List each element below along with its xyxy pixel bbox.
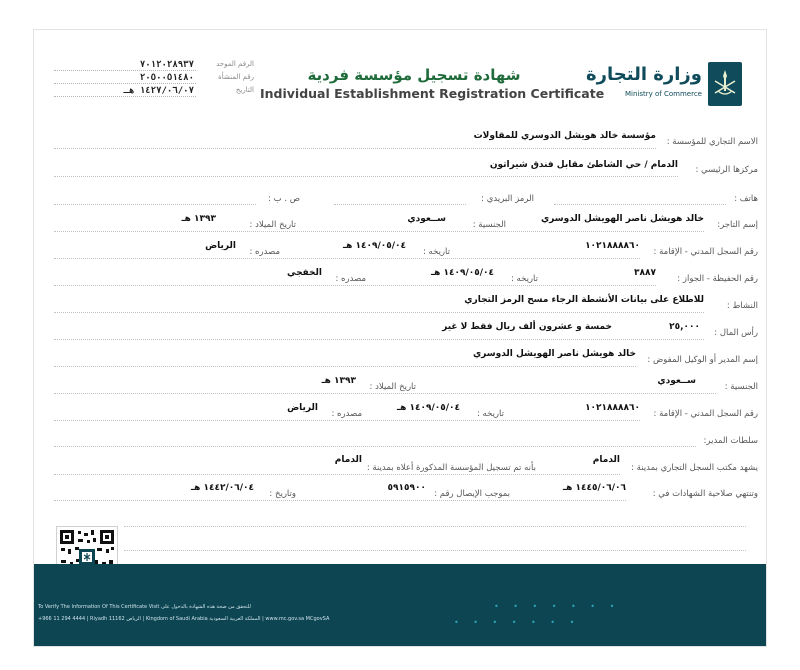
meta-label: رقم المنشأة	[218, 73, 254, 81]
manager-label: إسم المدير أو الوكيل المفوض :	[647, 355, 758, 365]
dotted-line	[124, 550, 746, 551]
saudi-emblem-icon	[708, 62, 742, 106]
dotted-line	[54, 285, 656, 286]
dotted-line	[54, 446, 696, 447]
manager-source-label: مصدره :	[331, 409, 362, 419]
birth-date-value: ١٣٩٣ هـ	[181, 214, 216, 224]
dotted-line	[54, 420, 640, 421]
certificate-footer	[34, 564, 766, 646]
dotted-line	[54, 339, 704, 340]
dotted-line	[54, 500, 626, 501]
expiry-label: وتنتهي صلاحية الشهادات في :	[652, 489, 758, 499]
dotted-line	[124, 526, 746, 527]
merchant-label: إسم التاجر:	[717, 220, 758, 230]
id-book-value: ٣٨٨٧	[634, 268, 656, 278]
po-box-label: ص . ب :	[268, 194, 300, 204]
dotted-line	[54, 176, 678, 177]
dotted-line	[54, 231, 704, 232]
meta-dotted-line	[54, 70, 196, 71]
manager-civil-date-value: ١٤٠٩/٠٥/٠٤ هـ	[397, 403, 460, 413]
activity-value: للاطلاع على بيانات الأنشطة الرجاء مسح الرمز التجاري	[464, 295, 704, 305]
dotted-line	[54, 393, 716, 394]
manager-nationality-value: ســعودي	[657, 376, 696, 386]
manager-value: خالد هويشل ناصر الهويشل الدوسري	[472, 349, 636, 359]
postal-code-label: الرمز البريدي :	[481, 194, 534, 204]
dotted-line	[54, 474, 620, 475]
civil-id-value: ١٠٢١٨٨٨٨٦٠	[585, 241, 640, 251]
manager-civil-id-value: ١٠٢١٨٨٨٨٦٠	[585, 403, 640, 413]
certificate-title-en: Individual Establishment Registration Certificate	[260, 86, 605, 101]
manager-birth-label: تاريخ الميلاد :	[369, 382, 416, 392]
trade-name-value: مؤسسة خالد هويشل الدوسري للمقاولات	[473, 131, 656, 141]
manager-civil-date-label: تاريخه :	[476, 409, 504, 419]
id-book-source-value: الخفجي	[286, 268, 322, 278]
footer-contact-text: +966 11 294 4444 | Riyadh 11162 الرياض | Kingdom of Saudi Arabia المملكة العربية السعودية | www.mc.gov.sa MCgovSA	[38, 616, 330, 622]
registered-city-label: بأنه تم تسجيل المؤسسة المذكورة أعلاه بمدينة :	[366, 463, 536, 473]
certificate-title-ar: شهادة تسجيل مؤسسة فردية	[307, 66, 521, 84]
meta-row-establishment-number	[54, 73, 254, 86]
dotted-line	[54, 258, 640, 259]
civil-source-value: الرياض	[205, 241, 236, 251]
meta-label: التاريخ	[235, 86, 254, 94]
trade-name-label: الاسم التجاري للمؤسسة :	[666, 137, 758, 147]
civil-date-label: تاريخه :	[422, 247, 450, 257]
capital-label: رأس المال :	[714, 328, 758, 338]
civil-id-label: رقم السجل المدني - الإقامة :	[653, 247, 758, 257]
meta-row-unified-number	[54, 60, 254, 73]
meta-value: ٧٠١٢٠٢٨٩٣٧	[139, 60, 194, 70]
receipt-date-label: وتاريخ :	[269, 489, 296, 499]
merchant-value: خالد هويشل ناصر الهويشل الدوسري	[540, 214, 704, 224]
capital-in-words: خمسة و عشرون ألف ريال فقط لا غير	[442, 322, 612, 332]
hq-value: الدمام / حي الشاطئ مقابل فندق شيراتون	[489, 160, 678, 170]
manager-civil-id-label: رقم السجل المدني - الإقامة :	[653, 409, 758, 419]
phone-label: هاتف :	[734, 194, 758, 204]
nationality-value: ســعودي	[407, 214, 446, 224]
receipt-date-value: ١٤٤٢/٠٦/٠٤ هـ	[191, 483, 254, 493]
manager-nationality-label: الجنسية :	[724, 382, 758, 392]
office-city-label: يشهد مكتب السجل التجاري بمدينة :	[631, 463, 758, 473]
ministry-name-en: Ministry of Commerce	[625, 90, 702, 98]
capital-amount: ٢٥,٠٠٠	[669, 322, 700, 332]
footer-decoration-dots: • • • • • • •	[494, 602, 621, 611]
meta-row-date	[54, 86, 254, 99]
dotted-line	[334, 204, 466, 205]
id-book-source-label: مصدره :	[335, 274, 366, 284]
id-book-date-label: تاريخه :	[510, 274, 538, 284]
manager-authority-label: سلطات المدير:	[703, 436, 758, 446]
certificate-sheet	[34, 30, 766, 646]
meta-label: الرقم الموحد	[216, 60, 254, 68]
ministry-name-ar: وزارة التجارة	[586, 64, 702, 85]
meta-dotted-line	[54, 83, 196, 84]
nationality-label: الجنسية :	[472, 220, 506, 230]
hq-label: مركزها الرئيسي :	[695, 165, 758, 175]
footer-verify-text: To Verify The Information Of This Certificate Visit للتحقق من صحة هذه الشهادة بالدخول على	[38, 604, 251, 610]
activity-label: النشاط :	[726, 301, 758, 311]
civil-date-value: ١٤٠٩/٠٥/٠٤ هـ	[343, 241, 406, 251]
id-book-date-value: ١٤٠٩/٠٥/٠٤ هـ	[431, 268, 494, 278]
certificate-meta	[54, 60, 254, 99]
meta-value: ١٤٢٧/٠٦/٠٧ هـ	[123, 86, 194, 96]
dotted-line	[54, 312, 704, 313]
birth-date-label: تاريخ الميلاد :	[249, 220, 296, 230]
civil-source-label: مصدره :	[249, 247, 280, 257]
dotted-line	[54, 366, 636, 367]
dotted-line	[554, 204, 726, 205]
manager-birth-value: ١٣٩٣ هـ	[321, 376, 356, 386]
id-book-label: رقم الحفيظة - الجواز :	[677, 274, 758, 284]
registered-city-value: الدمام	[334, 455, 362, 465]
office-city-value: الدمام	[592, 455, 620, 465]
meta-dotted-line	[54, 96, 196, 97]
receipt-number-label: بموجب الإيصال رقم :	[434, 489, 510, 499]
ministry-logo	[586, 62, 742, 112]
expiry-value: ١٤٤٥/٠٦/٠٦ هـ	[563, 483, 626, 493]
dotted-line	[54, 204, 256, 205]
receipt-number-value: ٥٩١٥٩٠٠	[387, 483, 426, 493]
meta-value: ٢٠٥٠٠٥١٤٨٠	[139, 73, 194, 83]
footer-decoration-dots: • • • • • • •	[454, 618, 581, 627]
dotted-line	[54, 148, 656, 149]
manager-source-value: الرياض	[287, 403, 318, 413]
